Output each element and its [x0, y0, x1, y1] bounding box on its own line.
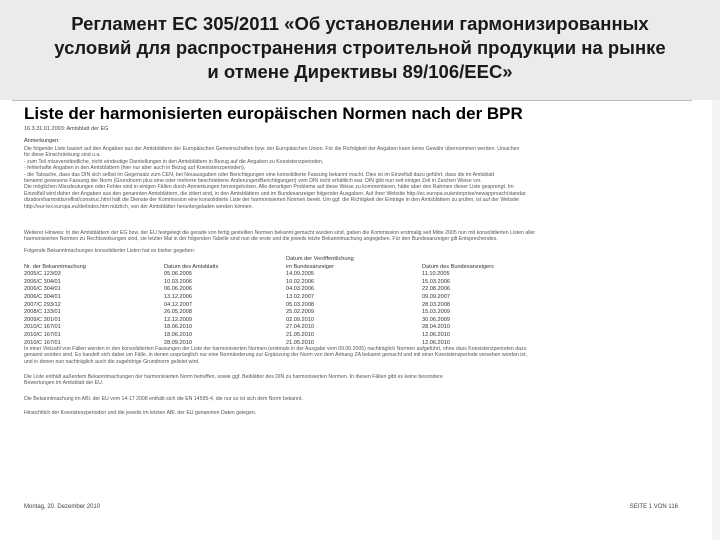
notes-line: Die möglichen Missdeutungen oder Fehler sind in einigen Fällen durch Anmerkungen hervorgehoben. Alle derartigen Probleme auf diese Weise zu kommentieren, hätte aber den Rahmen dieser Liste gesprengt. Im: [24, 184, 514, 191]
table-cell: 02.09.2010: [286, 316, 314, 323]
list-contents-note: [24, 374, 690, 387]
table-cell: 28.09.2010: [164, 339, 192, 346]
document-top-rule: [12, 100, 692, 101]
further-note-block: [24, 230, 690, 243]
table-header-cell: Datum des Bundesanzeigers: [422, 263, 494, 270]
table-cell: 18.06.2010: [164, 324, 192, 331]
notes-block: [24, 146, 690, 210]
table-cell: 2009/C 301/01: [24, 316, 61, 323]
table-row: [24, 271, 690, 279]
table-cell: 04.12.2007: [164, 301, 192, 308]
table-cell: 12.12.2009: [164, 316, 192, 323]
notes-line: Einzelfall wird daher der Angaben aus den genannten Amtsblättern, die zitiert sind, in den Amtsblättern und im Bundesanzeiger folgender Ausgaben. Auf ihrer Website http://ec.europa.eu/enterprise/newapproach/standar: [24, 190, 526, 197]
table-cell: 18.06.2010: [164, 331, 192, 338]
table-cell: 21.05.2010: [286, 339, 314, 346]
document-page: [12, 100, 692, 532]
table-cell: 2005/C 123/03: [24, 271, 61, 278]
table-cell: 12.06.2010: [422, 339, 450, 346]
table-cell: 14.09.2005: [286, 271, 314, 278]
table-cell: 15.03.2006: [422, 278, 450, 285]
coexistence-note: [24, 410, 690, 416]
table-cell: 05.06.2005: [164, 271, 192, 278]
table-row: [24, 324, 690, 332]
table-cell: 27.04.2010: [286, 324, 314, 331]
table-row: [24, 286, 690, 294]
slide-title-line: Регламент ЕС 305/2011 «Об установлении гармонизированных: [71, 13, 649, 34]
table-header-top: Datum der Veröffentlichung: [286, 256, 354, 262]
notes-line: - die Tatsache, dass das DIN sich selbst im Gegensatz zum CEN, bei Neuausgaben oder Berichtigungen eine konsolidierte Fassung bekannt macht. Dies ist im Einzelfall dazu geführt, dass die im Amtsblatt: [24, 171, 495, 178]
notes-line: - zum Teil missverständliche, nicht eindeutige Darstellungen in den Amtsblättern in Bezug auf die Angaben zu Koexistenzperioden,: [24, 158, 324, 165]
list-contents-line: Die Liste enthält außerdem Bekanntmachungen der harmonisierten Norm betreffen, sowie ggf. Beiblätter des DIN zu harmonisierten Normen. In diesen Fällen gibt es keine besondere: [24, 374, 443, 380]
table-header-cell: Nr. der Bekanntmachung: [24, 263, 86, 270]
table-cell: 2008/C 133/01: [24, 309, 61, 316]
table-cell: 06.06.2006: [164, 286, 192, 293]
table-row: [24, 302, 690, 310]
table-cell: 2006/C 304/01: [24, 293, 61, 300]
publication-note: [24, 396, 690, 402]
table-cell: 2006/C 304/01: [24, 286, 61, 293]
right-edge: [712, 100, 720, 540]
table-cell: 28.03.2008: [422, 301, 450, 308]
table-header-row: [24, 264, 690, 272]
table-header-top-row: [24, 256, 690, 264]
notes-line: dization/harmstds/reflist/construc.html hält die Dienste der Kommission eine konsolidierte Liste der harmonisierten Normen bereit. Um ggf. die Richtigkeit der Einträge in den Amtsblättern zu prüfen, ist auf der Website: [24, 197, 519, 204]
publication-note-line: Die Bekanntmachung im ABl. der EU vom 14-17 2008 enthält sich die EN 14595-4, die nur so ist sich dem Norm bekannt.: [24, 396, 303, 402]
document-title: Liste der harmonisierten europäischen Normen nach der BPR: [24, 104, 523, 123]
publications-table: [24, 256, 690, 347]
listing-note-line: und in denen nun nachträglich auch die zugehörige Grundnorm gelistet wird.: [24, 358, 200, 365]
notes-line: für diese Einschränkung sind u.a.: [24, 152, 101, 159]
table-cell: 25.02.2009: [286, 309, 314, 316]
document-subtitle: 16.3.31.01.2003: Amtsblatt der EG: [24, 126, 109, 132]
listing-note-block: [24, 346, 690, 365]
annotations-heading: Anmerkungen:: [24, 138, 60, 144]
footer-date: Montag, 20. Dezember 2010: [24, 504, 101, 510]
table-intro: Folgende Bekanntmachungen konsolidierter Listen hat es bisher gegeben:: [24, 248, 196, 254]
table-cell: 2010/C 167/01: [24, 324, 61, 331]
table-row: [24, 332, 690, 340]
table-header-cell: im Bundesanzeiger: [286, 263, 334, 270]
coexistence-note-line: Hinsichtlich der Koexistenzperioden und die jeweils im letzten ABl. der EU genannten Daten gelegen.: [24, 410, 257, 416]
slide-title-line: и отмене Директивы 89/106/ЕЕС»: [207, 61, 513, 82]
table-cell: 2010/C 167/01: [24, 331, 61, 338]
table-cell: 11.10.2005: [422, 271, 450, 278]
table-cell: 28.04.2010: [422, 324, 450, 331]
table-body: [24, 271, 690, 347]
table-cell: 09.09.2007: [422, 293, 450, 300]
table-cell: 10.03.2006: [164, 278, 192, 285]
notes-line: benannt gewesene Fassung der Norm (Grundnorm plus eine oder mehrere beschriebene Änderungen/Berichtigungen) vom DIN nicht erhältlich war. DIN gibt nun seit einiger Zeit in Zeichen Weise vor.: [24, 178, 482, 185]
notes-line: http://eur-lex.europa.eu/de/index.htm nützlich, von der Amtsblätter heruntergeladen werden können.: [24, 203, 253, 210]
further-note-line: harmonisierten Normen zu Rechtswirkungen sind, sie letzter Mal in der folgenden Tabelle sind nun die erste und die jeweils letzte Bekanntmachung angegeben. Für den Bundesanzeiger gilt Entsprechendes.: [24, 236, 498, 243]
table-cell: 13.12.2006: [164, 293, 192, 300]
table-cell: 2007/C 293/12: [24, 301, 61, 308]
table-cell: 05.03.2008: [286, 301, 314, 308]
table-cell: 2010/C 167/01: [24, 339, 61, 346]
table-cell: 26.05.2008: [164, 309, 192, 316]
table-row: [24, 317, 690, 325]
notes-line: - fehlerhafte Angaben in den Amtsblättern (hier nur aber auch in Bezug auf Koexistenzperioden),: [24, 165, 246, 172]
table-cell: 21.05.2010: [286, 331, 314, 338]
footer-page-number: SEITE 1 VON 116: [629, 504, 678, 510]
table-cell: 13.02.2007: [286, 293, 314, 300]
listing-note-line: In einer Vielzahl von Fällen werden in den konsolidierten Fassungen der Liste der harmonisierten Normen (erstmals in der Ausgabe vom 09.06.2005) nachträglich Normen aufgeführt, ohne dass Koexistenzperioden dazu: [24, 346, 527, 352]
table-cell: 04.03.2006: [286, 286, 314, 293]
table-cell: 12.06.2010: [422, 331, 450, 338]
slide-header: [0, 0, 720, 100]
table-cell: 10.02.2006: [286, 278, 314, 285]
table-cell: 30.06.2009: [422, 316, 450, 323]
table-cell: 15.03.2009: [422, 309, 450, 316]
listing-note-line: genannt worden sind. Es handelt sich dabei um Fälle, in denen ursprünglich nur eine Normänderung zur Ergänzung der Norm von dem Anhang ZA bekannt gemacht und mit einer Koexistenzperiode versehen worden ist,: [24, 352, 527, 359]
slide-title-line: условий для распространения строительной продукции на рынке: [54, 37, 666, 58]
slide-title: [40, 12, 680, 84]
table-header-cell: Datum des Amtsblatts: [164, 263, 219, 270]
table-cell: 22.08.2006: [422, 286, 450, 293]
further-note-line: Weiterer Hinweis: In der Amtsblättern der EG bzw. der EU festgelegt die gerade von fertig gestellten Normen bekannt gemacht wurden sind, gaben die Kommission erstmalig seit Mitte 2005 nun mit konsolidierten Listen aller: [24, 230, 536, 236]
table-cell: 2006/C 304/01: [24, 278, 61, 285]
table-row: [24, 309, 690, 317]
list-contents-line: Bewertungen im Amtsblatt der EU.: [24, 380, 104, 387]
table-row: [24, 279, 690, 287]
notes-line: Die folgende Liste basiert auf den Angaben aus der Amtsblättern der Europäischen Gemeinschaften bzw. der Europäischen Union. Für die Richtigkeit der Angaben kann keine Gewähr übernommen werden. Ursachen: [24, 146, 520, 152]
table-row: [24, 294, 690, 302]
